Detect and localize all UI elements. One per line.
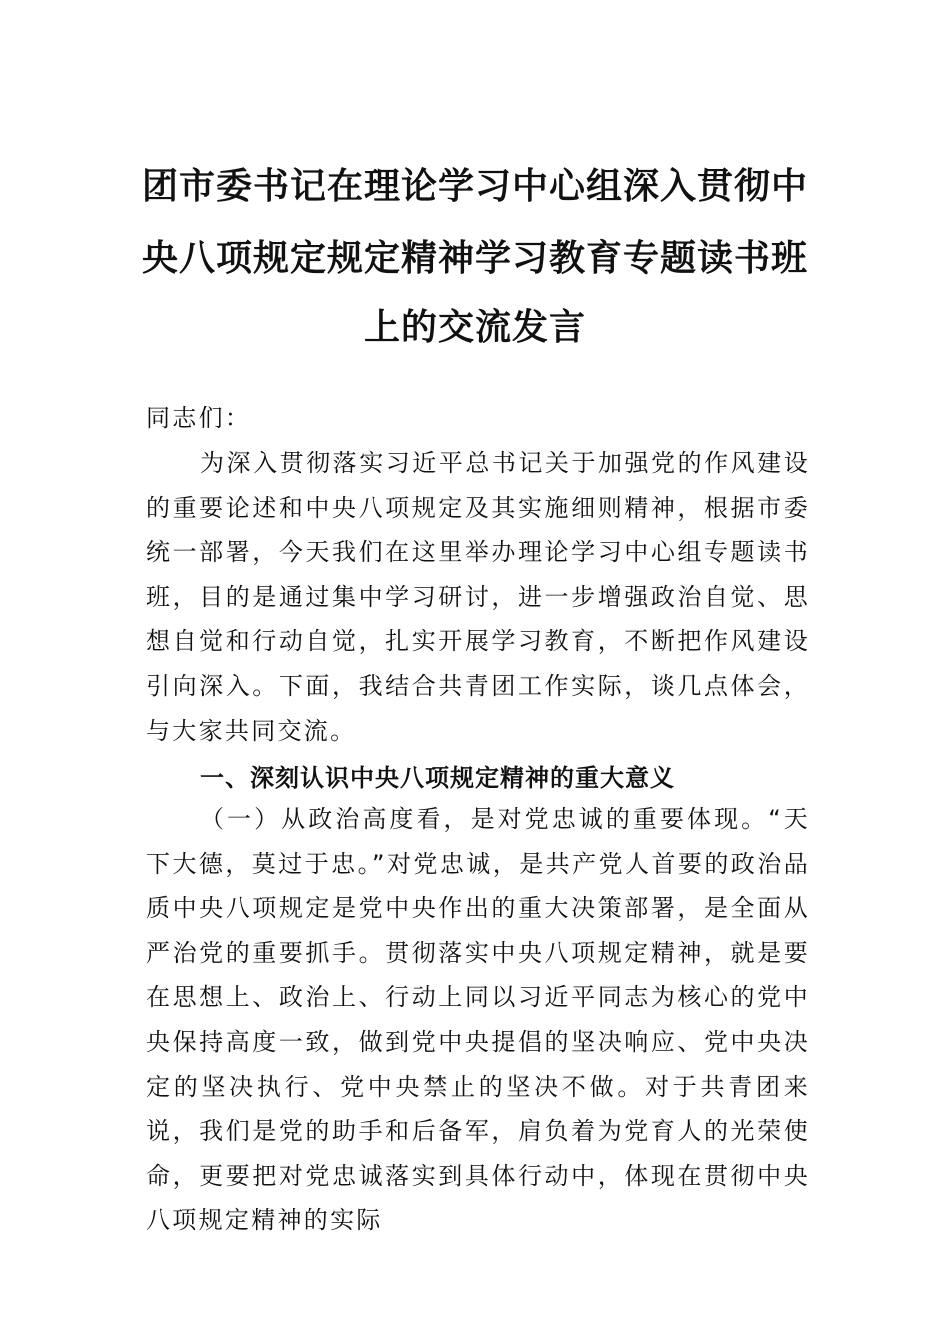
section-paragraph: （一）从政治高度看，是对党忠诚的重要体现。“天下大德，莫过于忠。”对党忠诚，是共产党人首要的政治品质中央八项规定是党中央作出的重大决策部署，是全面从严治党的重要抓手。贯彻落实中央八项规定精神，就是要在思想上、政治上、行动上同以习近平同志为核心的党中央保持高度一致，做到党中央提倡的坚决响应、党中央决定的坚决执行、党中央禁止的坚决不做。对于共青团来说，我们是党的助手和后备军，肩负着为党育人的光荣使命，更要把对党忠诚落实到具体行动中，体现在贯彻中央八项规定精神的实际 [146, 805, 810, 1235]
document-title-line-2: 央八项规定规定精神学习教育专题读书班 [141, 237, 808, 279]
document-title-line-1: 团市委书记在理论学习中心组深入贯彻中 [141, 165, 808, 207]
salutation: 同志们： [146, 404, 252, 432]
intro-paragraph: 为深入贯彻落实习近平总书记关于加强党的作风建设的重要论述和中央八项规定及其实施细则精神，根据市委统一部署，今天我们在这里举办理论学习中心组专题读书班，目的是通过集中学习研讨，进一步增强政治自觉、思想自觉和行动自觉，扎实开展学习教育，不断把作风建设引向深入。下面，我结合共青团工作实际，谈几点体会，与大家共同交流。 [146, 449, 810, 745]
document-title-line-3: 上的交流发言 [363, 306, 586, 348]
section-heading: 一、深刻认识中央八项规定精神的重大意义 [200, 764, 675, 792]
